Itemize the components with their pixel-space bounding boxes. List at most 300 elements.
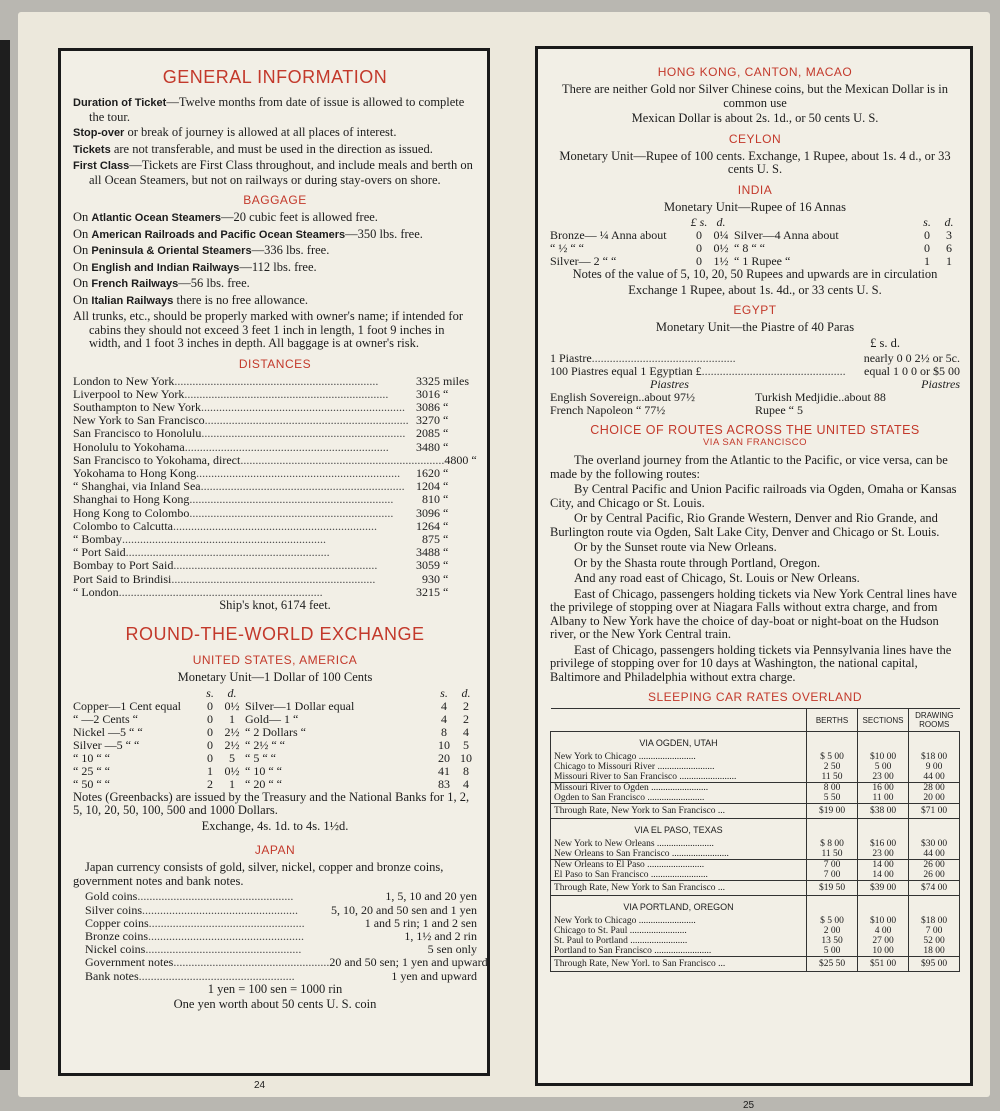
japan-item: Bank notes .................................................... 1 yen and upward	[85, 968, 477, 983]
exchange-cell: 4	[463, 724, 469, 739]
distance-route: London to New York	[73, 373, 175, 388]
rate-route: Ogden to San Francisco ........................	[551, 793, 807, 804]
exchange-cell: 5	[229, 750, 235, 765]
rate-value: $30 00	[909, 839, 960, 849]
distance-route: Bombay to Port Said	[73, 558, 174, 573]
baggage-heading: American Railroads and Pacific Ocean Steamers	[91, 228, 346, 241]
rates-row	[551, 762, 960, 772]
route-paragraph: Or by the Sunset route via New Orleans.	[574, 540, 777, 555]
exchange-header	[73, 687, 201, 700]
exchange-cell: 0¼	[713, 228, 729, 242]
distance-unit: “	[443, 558, 449, 573]
exchange-cell: 0	[696, 228, 702, 242]
distance-row: London to New York .................................................................... 3325 miles	[73, 375, 477, 388]
info-heading: First Class	[73, 160, 130, 172]
rate-value: 16 00	[858, 783, 909, 794]
exchange-cell: 2	[463, 711, 469, 726]
exchange-header	[245, 687, 433, 700]
rate-value: 7 00	[807, 860, 858, 871]
exchange-cell: 1	[924, 254, 930, 268]
exchange-cell: Nickel —5 “ “	[73, 724, 143, 739]
exchange-cell: 3	[946, 228, 952, 242]
distance-route: San Francisco to Yokohama, direct	[73, 452, 241, 467]
japan-label: Silver coins	[85, 902, 142, 917]
distance-value: 875	[422, 531, 440, 546]
exchange-header: s.	[440, 685, 448, 700]
rate-value: 11 50	[807, 849, 858, 860]
rate-value: 26 00	[909, 860, 960, 871]
exchange-cell: 0½	[224, 763, 240, 778]
ships-knot: Ship's knot, 6174 feet.	[219, 597, 331, 612]
exchange-cell: 0½	[224, 698, 240, 713]
distance-route: “ Shanghai, via Inland Sea	[73, 479, 201, 494]
rate-value: 11 00	[858, 793, 909, 804]
distance-row: San Francisco to Yokohama, direct .................................................................... 4800 “	[73, 454, 477, 467]
rate-value: $71 00	[909, 804, 960, 819]
egypt-row: 1 Piastre ................................................ nearly 0 0 2½ or 5c.	[550, 351, 960, 365]
exchange-cell: “ 1 Rupee “	[734, 254, 791, 268]
previous-page-edge	[0, 40, 10, 1070]
sleeping-car-rates-table	[550, 708, 960, 972]
hongkong-title: HONG KONG, CANTON, MACAO	[657, 65, 853, 79]
japan-label: Copper coins	[85, 915, 149, 930]
japan-label: Nickel coins	[85, 942, 146, 957]
routes-paragraphs	[550, 454, 960, 684]
exchange-cell: 0	[696, 241, 702, 255]
distance-value: 1204	[416, 479, 440, 494]
rate-value: $95 00	[909, 957, 960, 972]
rate-value: 5 00	[807, 946, 858, 957]
distance-route: “ Bombay	[73, 531, 122, 546]
berths-header: BERTHS	[807, 709, 858, 732]
rates-section-name: VIA PORTLAND, OREGON	[551, 896, 807, 917]
drawing-rooms-header: DRAWING ROOMS	[909, 709, 960, 732]
hongkong-text: There are neither Gold nor Silver Chinese coins, but the Mexican Dollar is in common use	[561, 82, 948, 110]
rate-value: $74 00	[909, 881, 960, 896]
rate-route: El Paso to San Francisco ........................	[551, 870, 807, 881]
japan-value: 20 and 50 sen; 1 yen and upward	[329, 955, 488, 970]
rate-value: 28 00	[909, 783, 960, 794]
route-paragraph: And any road east of Chicago, St. Louis or New Orleans.	[574, 571, 860, 586]
rate-value: 52 00	[909, 936, 960, 946]
exchange-header: d.	[716, 215, 726, 229]
rates-row	[551, 870, 960, 881]
distance-value: 1264	[416, 518, 440, 533]
rate-route: Chicago to St. Paul ........................	[551, 926, 807, 936]
india-monetary-unit: Monetary Unit—Rupee of 16 Annas	[664, 199, 846, 214]
exchange-cell: 20	[438, 750, 450, 765]
rates-row	[551, 793, 960, 804]
exchange-cell: “ 10 “ “	[73, 750, 110, 765]
japan-equivalence: 1 yen = 100 sen = 1000 rin	[207, 981, 343, 996]
exchange-cell: 1	[207, 763, 213, 778]
rates-section-header	[551, 896, 960, 917]
rate-value: 9 00	[909, 762, 960, 772]
rate-value: 26 00	[909, 870, 960, 881]
exchange-cell: 4	[441, 711, 447, 726]
distance-unit: “	[443, 584, 449, 599]
japan-label: Bank notes	[85, 968, 139, 983]
distance-unit: “	[443, 413, 449, 428]
exchange-cell: 1	[229, 776, 235, 791]
rate-value: $10 00	[858, 916, 909, 926]
distance-row: Port Said to Brindisi .................................................................... 930 “	[73, 573, 477, 586]
japan-value: 5, 10, 20 and 50 sen and 1 yen	[331, 902, 477, 917]
rate-value: 5 50	[807, 793, 858, 804]
japan-item: Copper coins .................................................... 1 and 5 rin; 1 and 2 sen	[85, 915, 477, 930]
baggage-note: All trunks, etc., should be properly marked with owner's name; if intended for cabins they should not exceed 3 feet 1 inch in length, 1 foot 9 inches in width, and 1 foot 3 inches in depth. All baggage is at owner's risk.	[73, 309, 464, 350]
distance-unit: “	[443, 545, 449, 560]
distance-row: Yokohama to Hong Kong .................................................................... 1620 “	[73, 467, 477, 480]
exchange-cell: Bronze— ¼ Anna about	[550, 228, 667, 242]
exchange-cell: 8	[463, 763, 469, 778]
routes-subtitle: VIA SAN FRANCISCO	[702, 437, 808, 449]
us-title: UNITED STATES, AMERICA	[192, 653, 358, 668]
rate-value: 44 00	[909, 772, 960, 783]
exchange-cell: 4	[463, 776, 469, 791]
rates-row	[551, 772, 960, 783]
rate-route: New York to Chicago ........................	[551, 752, 807, 762]
exchange-cell: 2½	[224, 737, 240, 752]
exchange-cell: 0	[696, 254, 702, 268]
distance-value: 3016	[416, 386, 440, 401]
distance-row: “ Shanghai, via Inland Sea .................................................................... 1204 “	[73, 480, 477, 493]
info-item: Stop-over or break of journey is allowed at all places of interest.	[73, 125, 397, 139]
rate-route: Portland to San Francisco ........................	[551, 946, 807, 957]
left-page	[18, 12, 505, 1097]
india-exchange-table	[550, 216, 960, 268]
distance-row: San Francisco to Honolulu .................................................................... 2085 “	[73, 427, 477, 440]
exchange-cell: 0	[207, 724, 213, 739]
us-exchange-rate: Exchange, 4s. 1d. to 4s. 1½d.	[201, 818, 349, 833]
distance-value: 3488	[416, 545, 440, 560]
route-paragraph: Or by Central Pacific, Rio Grande Western, Denver and Rio Grande, and Burlington route via Ogden, Salt Lake City, Denver and Chicago or St. Louis.	[550, 511, 940, 539]
distance-unit: “	[443, 439, 449, 454]
exchange-cell: 8	[441, 724, 447, 739]
distance-unit: “	[443, 531, 449, 546]
exchange-cell: 0	[207, 711, 213, 726]
india-title: INDIA	[737, 182, 773, 197]
right-page	[505, 12, 990, 1111]
japan-item: Silver coins .................................................... 5, 10, 20 and 50 sen and 1 yen	[85, 902, 477, 917]
distance-unit: “	[443, 399, 449, 414]
exchange-cell: 0	[207, 737, 213, 752]
rate-value: 8 00	[807, 783, 858, 794]
distance-route: Southampton to New York	[73, 399, 202, 414]
rate-value: $51 00	[858, 957, 909, 972]
distance-unit: “	[443, 492, 449, 507]
exchange-cell: 10	[438, 737, 450, 752]
exchange-cell: “ 20 “ “	[245, 776, 282, 791]
distance-value: 810	[422, 492, 440, 507]
rate-value: 2 00	[807, 926, 858, 936]
exchange-cell: 0	[924, 241, 930, 255]
distance-row: “ London .................................................................... 3215 “	[73, 586, 477, 599]
exchange-cell: 41	[438, 763, 450, 778]
japan-item: Government notes .................................................... 20 and 50 sen; 1 yen and upward	[85, 955, 488, 970]
rate-value: 23 00	[858, 849, 909, 860]
baggage-heading: English and Indian Railways	[91, 261, 240, 274]
rates-through-row	[551, 881, 960, 896]
distance-unit: miles	[443, 373, 469, 388]
rate-value: $18 00	[909, 916, 960, 926]
exchange-cell: 5	[463, 737, 469, 752]
route-paragraph: East of Chicago, passengers holding tickets via Pennsylvania lines have the privilege of stopping over for 10 days at Washington, the national capital, Baltimore and Philadelphia without extra charge.	[550, 642, 952, 684]
distance-route: Port Said to Brindisi	[73, 571, 172, 586]
distance-value: 3059	[416, 558, 440, 573]
exchange-cell: 2	[207, 776, 213, 791]
rates-row	[551, 849, 960, 860]
rate-value: 4 00	[858, 926, 909, 936]
exchange-cell: 0	[924, 228, 930, 242]
japan-value: 1 yen and upward	[391, 968, 477, 983]
general-info-list	[73, 96, 477, 187]
distance-unit: “	[443, 571, 449, 586]
rates-section-name: VIA OGDEN, UTAH	[551, 732, 807, 753]
rate-value: 10 00	[858, 946, 909, 957]
exchange-cell: 10	[460, 750, 472, 765]
rates-section-header	[551, 819, 960, 840]
rate-value: 7 00	[909, 926, 960, 936]
distance-route: “ Port Said	[73, 545, 126, 560]
page-number-left: 24	[254, 1080, 266, 1091]
baggage-item: On American Railroads and Pacific Ocean Steamers—350 lbs. free.	[73, 226, 423, 241]
distance-unit: “	[443, 426, 449, 441]
page-number-right: 25	[743, 1100, 755, 1111]
baggage-item: On Atlantic Ocean Steamers—20 cubic feet is allowed free.	[73, 210, 378, 224]
exchange-cell: “ ½ “ “	[550, 241, 584, 255]
rate-route: Missouri River to Ogden ........................	[551, 783, 807, 794]
rates-row	[551, 860, 960, 871]
ceylon-text: Monetary Unit—Rupee of 100 cents. Exchange, 1 Rupee, about 1s. 4 d., or 33 cents U. S.	[559, 148, 951, 176]
us-notes: Notes (Greenbacks) are issued by the Treasury and the National Banks for 1, 2, 5, 10, 20, 50, 100, 500 and 1000 Dollars.	[73, 789, 470, 818]
distance-route: Shanghai to Hong Kong	[73, 492, 190, 507]
rate-value: 5 00	[858, 762, 909, 772]
rate-value: $16 00	[858, 839, 909, 849]
info-item: Tickets are not transferable, and must be used in the direction as issued.	[73, 141, 433, 156]
rates-row	[551, 752, 960, 762]
distance-row: Colombo to Calcutta .................................................................... 1264 “	[73, 520, 477, 533]
distance-value: 930	[422, 571, 440, 586]
distance-value: 3325	[416, 373, 440, 388]
rate-route: New Orleans to San Francisco ........................	[551, 849, 807, 860]
rate-value: 14 00	[858, 870, 909, 881]
us-monetary-unit: Monetary Unit—1 Dollar of 100 Cents	[177, 670, 373, 685]
rate-route: Through Rate, New Yorl. to San Francisco ...	[551, 957, 807, 972]
distance-value: 2085	[416, 426, 440, 441]
india-exchange: Exchange 1 Rupee, about 1s. 4d., or 33 cents U. S.	[628, 282, 882, 297]
rate-value: 18 00	[909, 946, 960, 957]
baggage-heading: French Railways	[91, 278, 179, 290]
distance-row: Southampton to New York .................................................................... 3086 “	[73, 401, 477, 414]
distances-title: DISTANCES	[238, 356, 312, 371]
exchange-cell: “ 8 “ “	[734, 241, 765, 255]
exchange-cell: “ 25 “ “	[73, 763, 110, 778]
japan-value: 1 and 5 rin; 1 and 2 sen	[364, 915, 477, 930]
baggage-item: On French Railways—56 lbs. free.	[73, 276, 250, 290]
exchange-cell: 4	[441, 698, 447, 713]
egypt-title: EGYPT	[733, 303, 777, 317]
distance-unit: “	[443, 505, 449, 520]
distance-unit: “	[443, 479, 449, 494]
rate-value: $ 8 00	[807, 839, 858, 849]
info-item: Duration of Ticket—Twelve months from date of issue is allowed to complete the tour.	[73, 95, 465, 124]
ceylon-title: CEYLON	[728, 131, 782, 146]
japan-label: Gold coins	[85, 889, 138, 904]
distance-row: “ Port Said .................................................................... 3488 “	[73, 546, 477, 559]
japan-title: JAPAN	[254, 843, 296, 858]
distance-row: Liverpool to New York .................................................................... 3016 “	[73, 388, 477, 401]
exchange-header: s.	[206, 685, 214, 700]
distance-row: Shanghai to Hong Kong .................................................................... 810 “	[73, 493, 477, 506]
baggage-heading: Atlantic Ocean Steamers	[91, 212, 222, 224]
rate-value: 20 00	[909, 793, 960, 804]
distance-unit: “	[443, 386, 449, 401]
exchange-cell: 6	[946, 241, 952, 255]
rate-route: Chicago to Missouri River ........................	[551, 762, 807, 772]
sleeping-car-title: SLEEPING CAR RATES OVERLAND	[648, 690, 862, 705]
exchange-cell: Silver —5 “ “	[73, 737, 140, 752]
rates-row	[551, 946, 960, 957]
distance-value: 3480	[416, 439, 440, 454]
rate-value: 7 00	[807, 870, 858, 881]
japan-item: Nickel coins .................................................... 5 sen only	[85, 942, 477, 957]
japan-worth: One yen worth about 50 cents U. S. coin	[173, 997, 377, 1012]
distance-route: “ London	[73, 584, 119, 599]
distance-route: San Francisco to Honolulu	[73, 426, 202, 441]
exchange-cell: “ —2 Cents “	[73, 711, 138, 726]
exchange-header: d.	[461, 685, 471, 700]
baggage-item: On Italian Railways there is no free allowance.	[73, 292, 308, 307]
exchange-cell: “ 2 Dollars “	[245, 724, 306, 739]
us-exchange-table	[73, 687, 477, 791]
rate-value: $38 00	[858, 804, 909, 819]
rate-value: 13 50	[807, 936, 858, 946]
distance-row: Bombay to Port Said .................................................................... 3059 “	[73, 559, 477, 572]
rates-section-name: VIA EL PASO, TEXAS	[551, 819, 807, 840]
egypt-row: 100 Piastres equal 1 Egyptian £ ................................................ equal 1 0 0 or $5 00	[550, 364, 960, 379]
distance-unit: “	[443, 465, 449, 480]
exchange-cell: “ 2½ “ “	[245, 737, 285, 752]
rates-row	[551, 783, 960, 794]
rate-value: $25 50	[807, 957, 858, 972]
rates-row	[551, 916, 960, 926]
distance-row: New York to San Francisco .................................................................... 3270 “	[73, 414, 477, 427]
rate-value: $19 50	[807, 881, 858, 896]
route-paragraph: Or by the Shasta route through Portland, Oregon.	[574, 555, 821, 570]
sections-header: SECTIONS	[858, 709, 909, 732]
japan-intro: Japan currency consists of gold, silver, nickel, copper and bronze coins, government notes and bank notes.	[73, 860, 444, 888]
rate-value: 23 00	[858, 772, 909, 783]
distance-route: Yokohama to Hong Kong	[73, 465, 197, 480]
exchange-header: d.	[227, 685, 237, 700]
egypt-coin: English Sovereign..about 97½	[550, 390, 695, 405]
info-heading: Tickets	[73, 143, 111, 156]
hongkong-text-2: Mexican Dollar is about 2s. 1d., or 50 cents U. S.	[631, 111, 879, 125]
rate-value: $19 00	[807, 804, 858, 819]
info-heading: Stop-over	[73, 127, 125, 139]
rate-route: St. Paul to Portland ........................	[551, 936, 807, 946]
exchange-cell: Copper—1 Cent equal	[73, 698, 181, 713]
exchange-cell: “ 5 “ “	[245, 750, 276, 765]
india-notes: Notes of the value of 5, 10, 20, 50 Rupees and upwards are in circulation	[572, 267, 938, 281]
rate-route: Through Rate, New York to San Francisco ...	[551, 804, 807, 819]
distance-route: Hong Kong to Colombo	[73, 505, 190, 520]
rate-value: 11 50	[807, 772, 858, 783]
distance-row: Honolulu to Yokohama .................................................................... 3480 “	[73, 441, 477, 454]
info-item: First Class—Tickets are First Class throughout, and include meals and berth on all Ocean Steamers, but not on railways or during stay-overs on shore.	[73, 158, 473, 187]
distance-unit: “	[471, 452, 477, 467]
japan-value: 5 sen only	[427, 942, 477, 957]
exchange-header: s.	[923, 215, 931, 229]
japan-label: Bronze coins	[85, 929, 148, 944]
baggage-item: On Peninsula & Oriental Steamers—336 lbs. free.	[73, 243, 330, 257]
rate-value: $10 00	[858, 752, 909, 762]
distance-value: 1620	[416, 465, 440, 480]
baggage-list	[73, 211, 477, 308]
distance-route: Colombo to Calcutta	[73, 518, 173, 533]
distance-value: 3215	[416, 584, 440, 599]
exchange-title: ROUND-THE-WORLD EXCHANGE	[125, 624, 425, 645]
baggage-heading: Italian Railways	[91, 294, 174, 307]
exchange-header: d.	[944, 215, 954, 229]
rates-row	[551, 839, 960, 849]
japan-item: Gold coins .................................................... 1, 5, 10 and 20 yen	[85, 889, 477, 904]
rate-value: 27 00	[858, 936, 909, 946]
rates-section-header	[551, 732, 960, 753]
rate-value: $39 00	[858, 881, 909, 896]
exchange-cell: Gold— 1 “	[245, 711, 299, 726]
egypt-coin-row	[550, 404, 960, 417]
exchange-header: £ s.	[690, 215, 708, 229]
distance-value: 3270	[416, 413, 440, 428]
routes-title: CHOICE OF ROUTES ACROSS THE UNITED STATES	[590, 423, 920, 438]
exchange-cell: “ 10 “ “	[245, 763, 282, 778]
japan-value: 1, 1½ and 2 rin	[404, 929, 477, 944]
distance-route: Honolulu to Yokohama	[73, 439, 185, 454]
exchange-cell: Silver— 2 “ “	[550, 254, 617, 268]
rates-route-header	[551, 709, 807, 732]
exchange-cell: Silver—1 Dollar equal	[245, 698, 355, 713]
info-heading: Duration of Ticket	[73, 97, 167, 109]
exchange-cell: 1	[946, 254, 952, 268]
rate-route: New Orleans to El Paso ........................	[551, 860, 807, 871]
egypt-header: £ s. d.	[870, 335, 900, 350]
general-info-title: GENERAL INFORMATION	[162, 67, 388, 87]
japan-coin-list	[73, 889, 488, 983]
rate-value: $ 5 00	[807, 916, 858, 926]
rate-value: 14 00	[858, 860, 909, 871]
egypt-coin: Rupee “ 5	[755, 403, 803, 418]
rates-row	[551, 926, 960, 936]
rate-value: 44 00	[909, 849, 960, 860]
egypt-piastres-header: Piastres Piastres	[650, 377, 960, 392]
exchange-cell: 1	[229, 711, 235, 726]
rate-value: $ 5 00	[807, 752, 858, 762]
exchange-cell: 0½	[713, 241, 729, 255]
exchange-cell: 0	[207, 698, 213, 713]
route-paragraph: The overland journey from the Atlantic to the Pacific, or vice versa, can be made by the following routes:	[550, 453, 948, 481]
rate-value: $18 00	[909, 752, 960, 762]
route-paragraph: By Central Pacific and Union Pacific railroads via Ogden, Omaha or Kansas City, and Chicago or St. Louis.	[550, 482, 957, 510]
distance-row: “ Bombay .................................................................... 875 “	[73, 533, 477, 546]
egypt-coin: French Napoleon “ 77½	[550, 403, 666, 418]
right-page-frame	[535, 46, 973, 1086]
rate-route: New York to New Orleans ........................	[551, 839, 807, 849]
distance-value: 4800	[444, 452, 469, 467]
egypt-monetary-unit: Monetary Unit—the Piastre of 40 Paras	[655, 320, 855, 334]
exchange-cell: 2	[463, 698, 469, 713]
